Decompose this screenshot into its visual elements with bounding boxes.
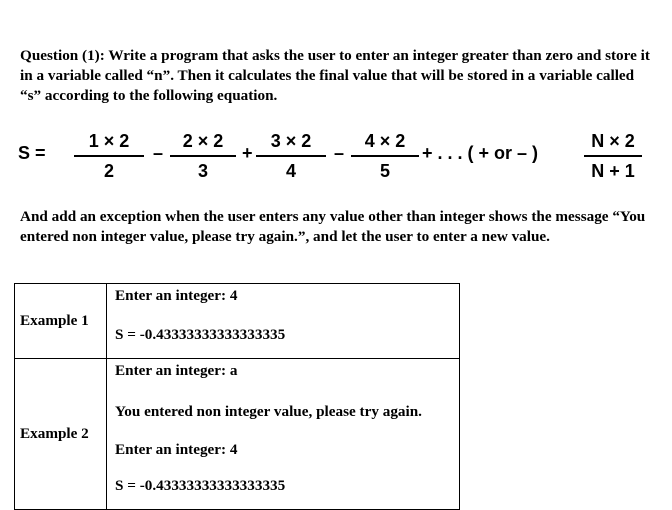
term-numerator: 3 × 2 [270, 131, 312, 151]
term-denominator: N + 1 [591, 161, 635, 181]
equation-term-2 [170, 128, 236, 184]
term-numerator: 1 × 2 [88, 131, 130, 151]
term-numerator: N × 2 [591, 131, 635, 151]
question-text: Question (1): Write a program that asks the user to enter an integer greater than zero and store it in a variable called “n”. Then it calculates the final value that will be stored in a variable called “s” according to the following equation. [20, 47, 650, 104]
fraction-bar [170, 155, 236, 157]
equation-term-3 [256, 128, 326, 184]
fraction-bar [351, 155, 419, 157]
example-label: Example 1 [15, 284, 107, 359]
fraction-bar [584, 155, 642, 157]
term-denominator: 2 [103, 161, 114, 181]
equation-lhs: S = [18, 143, 46, 163]
example-output [107, 359, 460, 510]
output-line: Enter an integer: 4 [115, 287, 238, 304]
term-denominator: 4 [285, 161, 296, 181]
output-line: You entered non integer value, please try again. [115, 403, 422, 420]
term-numerator: 2 × 2 [182, 131, 224, 151]
equation-term-4 [351, 128, 419, 184]
output-line: Enter an integer: a [115, 362, 238, 379]
equation-operator: – [334, 143, 345, 163]
output-line: S = -0.43333333333333335 [115, 477, 286, 494]
examples-table [14, 283, 460, 510]
equation-term-n [584, 128, 642, 184]
equation-operator: – [153, 143, 164, 163]
example-output [107, 284, 460, 359]
output-line: S = -0.43333333333333335 [115, 326, 286, 343]
fraction-bar [74, 155, 144, 157]
table-row [15, 284, 460, 359]
equation-operator: + [242, 143, 253, 163]
exception-text: And add an exception when the user enters any value other than integer shows the message “You entered non integer value, please try again.”, and let the user to enter a new value. [20, 208, 646, 245]
term-numerator: 4 × 2 [364, 131, 406, 151]
equation-term-1 [74, 128, 144, 184]
term-denominator: 5 [379, 161, 390, 181]
equation-continuation: + . . . ( + or – ) [422, 143, 539, 163]
equation [18, 128, 658, 184]
term-denominator: 3 [197, 161, 208, 181]
table-row [15, 359, 460, 510]
output-line: Enter an integer: 4 [115, 441, 238, 458]
fraction-bar [256, 155, 326, 157]
example-label: Example 2 [15, 359, 107, 510]
